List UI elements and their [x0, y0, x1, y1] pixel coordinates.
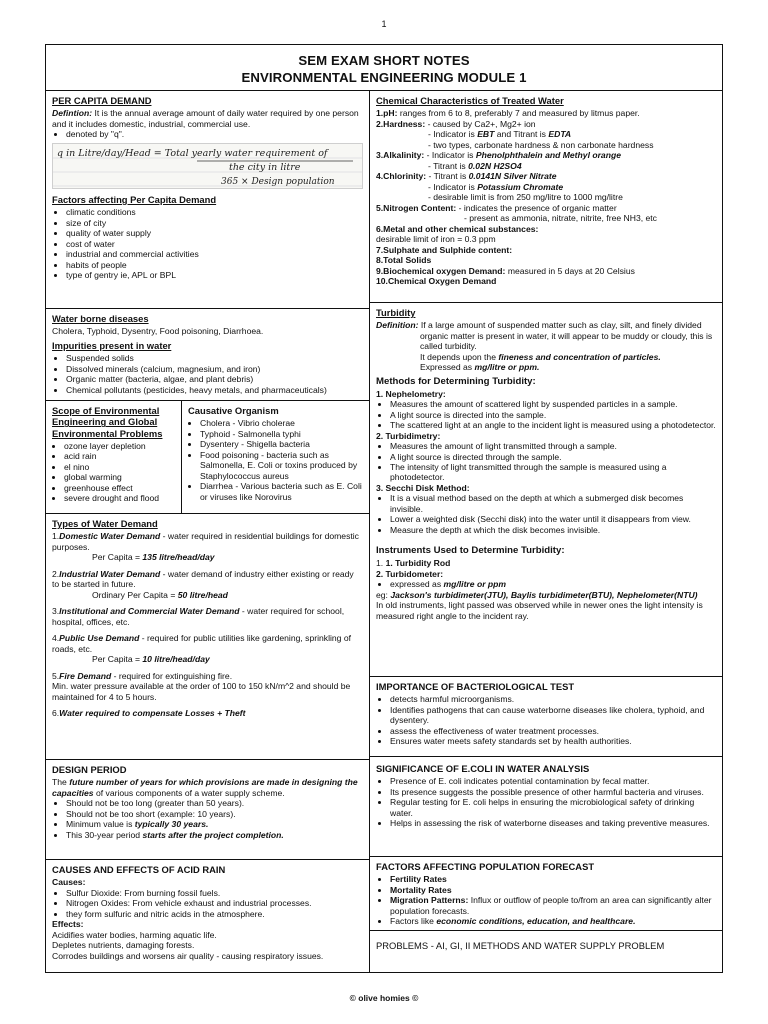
impurities-heading: Impurities present in water	[52, 339, 172, 351]
chem-bod: 9.Biochemical oxygen Demand: measured in 5 days at 20 Celsius	[376, 265, 635, 276]
instrument-rod: 1. 1. Turbidity Rod	[376, 558, 451, 569]
design-period-heading: DESIGN PERIOD	[52, 764, 127, 775]
per-capita-section	[46, 91, 369, 309]
page-subtitle: ENVIRONMENTAL ENGINEERING MODULE 1	[241, 70, 527, 85]
population-section	[370, 857, 722, 931]
page-number: 1	[381, 19, 387, 29]
turbidity-section	[370, 303, 722, 677]
ecoli-list	[390, 776, 716, 828]
columns	[46, 91, 722, 972]
domestic-demand: 1.Domestic Water Demand - water required in residential buildings for domestic purposes.	[52, 531, 359, 552]
turbidometer-examples: eg: Jackson's turbidimeter(JTU), Baylis turbidimeter(BTU), Nephelometer(NTU)	[376, 589, 698, 600]
effects-label: Effects:	[52, 919, 84, 930]
demand-types-heading: Types of Water Demand	[52, 518, 158, 529]
list-item: • Nitrogen Oxides: From vehicle exhaust and industrial processes.	[66, 898, 363, 908]
list-item: • Chemical pollutants (pesticides, heavy metals, and pharmaceuticals)	[66, 385, 363, 395]
waterborne-section	[46, 309, 369, 401]
population-list	[390, 874, 716, 926]
turbidimetry-label: 2. Turbidimetry:	[376, 430, 441, 441]
list-item: • Organic matter (bacteria, algae, and plant debris)	[66, 374, 363, 384]
list-item: • Sulfur Dioxide: From burning fossil fuels.	[66, 888, 363, 898]
list-item: • Helps in assessing the risk of waterborne diseases and taking preventive measures.	[390, 818, 716, 828]
ecoli-heading: SIGNIFICANCE OF E.COLI IN WATER ANALYSIS	[376, 763, 590, 774]
scope-list	[64, 441, 177, 504]
domestic-per-capita: Per Capita = 135 litre/head/day	[92, 552, 215, 563]
list-item: • greenhouse effect	[64, 483, 177, 493]
list-item: • type of gentry ie, APL or BPL	[66, 270, 363, 280]
list-item: • detects harmful microorganisms.	[390, 694, 716, 704]
nephelometry-list	[390, 399, 716, 430]
list-item: • industrial and commercial activities	[66, 249, 363, 259]
list-item: • size of city	[66, 218, 363, 228]
turbidometer-list	[390, 579, 716, 589]
industrial-per-capita: Ordinary Per Capita = 50 litre/head	[92, 589, 228, 600]
list-item: • This 30-year period starts after the project completion.	[66, 830, 363, 840]
chem-total-solids: 8.Total Solids	[376, 255, 432, 266]
list-item: • Diarrhea - Various bacteria such as E. Coli or viruses like Norovirus	[200, 481, 365, 502]
impurities-list	[66, 353, 363, 395]
effect-line: Depletes nutrients, damaging forests.	[52, 940, 195, 951]
chem-nitrogen: 5.Nitrogen Content: - indicates the presence of organic matter	[376, 202, 617, 213]
effect-line: Acidifies water bodies, harming aquatic life.	[52, 929, 217, 940]
list-item: • habits of people	[66, 260, 363, 270]
causative-section	[182, 401, 369, 513]
acid-rain-heading: CAUSES AND EFFECTS OF ACID RAIN	[52, 864, 226, 875]
losses-demand: 6.Water required to compensate Losses + Theft	[52, 708, 246, 719]
per-capita-definition: Defintion: It is the annual average amount of daily water required by one person and it includes domestic, industrial, commercial use.	[52, 108, 359, 129]
scope-section	[46, 401, 182, 513]
list-item: • Ensures water meets safety standards set by health authorities.	[390, 736, 716, 746]
list-item: • Typhoid - Salmonella typhi	[200, 429, 365, 439]
instrument-turbidometer: 2. Turbidometer:	[376, 568, 444, 579]
list-item: • Dysentery - Shigella bacteria	[200, 439, 365, 449]
chemical-heading: Chemical Characteristics of Treated Water	[376, 95, 564, 106]
list-item: • A light source is directed into the sample.	[390, 410, 716, 420]
chem-metal: 6.Metal and other chemical substances:	[376, 223, 539, 234]
causes-list	[66, 888, 363, 919]
list-item: • severe drought and flood	[64, 493, 177, 503]
list-item: • Dissolved minerals (calcium, magnesium, and iron)	[66, 364, 363, 374]
public-use-demand: 4.Public Use Demand - required for public utilities like gardening, sprinkling of roads, etc.	[52, 633, 352, 654]
list-item: • A light source is directed through the sample.	[390, 452, 716, 462]
list-item: • Should not be too long (greater than 50 years).	[66, 798, 363, 808]
list-item: • global warming	[64, 472, 177, 482]
list-item: • Fertility Rates	[390, 874, 716, 884]
list-item: • Food poisoning - bacteria such as Salmonella, E. Coli or toxins produced by Staphylococcus aureus	[200, 450, 365, 481]
problems-section	[370, 931, 722, 972]
list-item: • Measure the depth at which the disk becomes invisible.	[390, 525, 716, 535]
population-heading: FACTORS AFFECTING POPULATION FORECAST	[376, 861, 595, 872]
list-item: • Regular testing for E. coli helps in ensuring the microbiological safety of drinking water.	[390, 797, 716, 818]
secchi-label: 3. Secchi Disk Method:	[376, 482, 470, 493]
list-item: • Identifies pathogens that can cause waterborne diseases like cholera, typhoid, and dysentery.	[390, 705, 716, 726]
turbidity-definition: Definition: If a large amount of suspended matter such as clay, silt, and finely divided organic matter is present in water, it will appear to be muddy or cloudy, this is called turbidity.	[376, 320, 713, 352]
per-capita-bullets	[66, 129, 363, 139]
scope-causative-section	[46, 401, 369, 514]
industrial-demand: 2.Industrial Water Demand - water demand of industry either existing or ready to be started in future.	[52, 568, 354, 590]
acid-rain-section	[46, 860, 369, 972]
list-item: • Measures the amount of scattered light by suspended particles in a sample.	[390, 399, 716, 409]
list-item: • Minimum value is typically 30 years.	[66, 819, 363, 829]
turbidimetry-list	[390, 441, 716, 483]
list-item: • Should not be too short (example: 10 years).	[66, 809, 363, 819]
list-item: • expressed as mg/litre or ppm	[390, 579, 716, 589]
handwritten-formula-image	[52, 143, 363, 189]
chem-sulphate: 7.Sulphate and Sulphide content:	[376, 244, 513, 255]
waterborne-text: Cholera, Typhoid, Dysentry, Food poisoning, Diarrhoea.	[52, 326, 264, 337]
nephelometry-label: 1. Nephelometry:	[376, 388, 446, 399]
list-item: • they form sulfuric and nitric acids in the atmosphere.	[66, 909, 363, 919]
public-use-per-capita: Per Capita = 10 litre/head/day	[92, 654, 210, 665]
design-period-list	[66, 798, 363, 840]
list-item: • el nino	[64, 462, 177, 472]
fire-demand-pressure: Min. water pressure available at the order of 100 to 150 kN/m^2 and should be maintained for 4 to 5 hours.	[52, 681, 351, 702]
turbidity-expressed: Expressed as mg/litre or ppm.	[420, 362, 540, 373]
formula-line-1: q in Litre/day/Head = Total yearly water requirement of	[57, 147, 328, 159]
chem-nitrogen-forms: - present as ammonia, nitrate, nitrite, free NH3, etc	[464, 213, 657, 224]
ecoli-section	[370, 757, 722, 857]
list-item: • The intensity of light transmitted through the sample is measured using a photodetector.	[390, 462, 716, 483]
list-item: • ozone layer depletion	[64, 441, 177, 451]
chem-metal-limit: desirable limit of iron = 0.3 ppm	[376, 234, 496, 245]
chem-chlorinity-indicator: - Indicator is Potassium Chromate	[428, 181, 564, 192]
waterborne-heading: Water borne diseases	[52, 313, 149, 324]
design-period-text: The future number of years for which provisions are made in designing the capacities of various components of a water supply scheme.	[52, 777, 358, 798]
chem-alkalinity-titrant: - Titrant is 0.02N H2SO4	[428, 160, 522, 171]
chem-hardness-types: - two types, carbonate hardness & non carbonate hardness	[428, 139, 654, 150]
chemical-section	[370, 91, 722, 303]
bacteriological-heading: IMPORTANCE OF BACTERIOLOGICAL TEST	[376, 681, 575, 692]
design-period-section	[46, 760, 369, 860]
bacteriological-section	[370, 677, 722, 757]
formula-line-3: 365 × Design population	[221, 176, 335, 187]
chem-hardness-indicator: - Indicator is EBT and Titrant is EDTA	[428, 129, 572, 140]
list-item: • denoted by "q".	[66, 129, 363, 139]
factors-list	[66, 207, 363, 280]
chem-alkalinity: 3.Alkalinity: - Indicator is Phenolphthalein and Methyl orange	[376, 150, 621, 161]
bacteriological-list	[390, 694, 716, 746]
factors-heading: Factors affecting Per Capita Demand	[52, 193, 217, 205]
formula-line-2: the city in litre	[229, 161, 301, 173]
list-item: • Its presence suggests the possible presence of other harmful bacteria and viruses.	[390, 787, 716, 797]
problems-text: PROBLEMS - AI, GI, II METHODS AND WATER SUPPLY PROBLEM	[376, 940, 665, 951]
right-column	[370, 91, 722, 972]
chem-cod: 10.Chemical Oxygen Demand	[376, 276, 497, 287]
per-capita-heading: PER CAPITA DEMAND	[52, 95, 152, 106]
methods-heading: Methods for Determining Turbidity:	[376, 375, 536, 387]
chem-chlorinity-limit: - desirable limit is from 250 mg/litre to 1000 mg/litre	[428, 192, 623, 203]
page-title: SEM EXAM SHORT NOTES	[298, 53, 470, 68]
institutional-demand: 3.Institutional and Commercial Water Demand - water required for school, hospital, offices, etc.	[52, 606, 345, 627]
instruments-heading: Instruments Used to Determine Turbidity:	[376, 545, 565, 557]
demand-types-section	[46, 514, 369, 760]
list-item: • Mortality Rates	[390, 885, 716, 895]
list-item: • assess the effectiveness of water treatment processes.	[390, 726, 716, 736]
list-item: • Cholera - Vibrio cholerae	[200, 418, 365, 428]
list-item: • climatic conditions	[66, 207, 363, 217]
chem-hardness: 2.Hardness: - caused by Ca2+, Mg2+ ion	[376, 118, 536, 129]
scope-heading: Scope of Environmental Engineering and Global Environmental Problems	[52, 405, 163, 439]
chem-ph: 1.pH: ranges from 6 to 8, preferably 7 and measured by litmus paper.	[376, 108, 640, 119]
list-item: • Factors like economic conditions, education, and healthcare.	[390, 916, 716, 926]
list-item: • Measures the amount of light transmitted through a sample.	[390, 441, 716, 451]
list-item: • cost of water	[66, 239, 363, 249]
causative-list	[200, 418, 365, 502]
list-item: • Suspended solids	[66, 353, 363, 363]
footer-credit: © olive homies ©	[349, 993, 419, 1003]
page-header	[46, 45, 722, 91]
list-item: • Migration Patterns: Influx or outflow of people to/from an area can significantly alter population forecasts.	[390, 895, 716, 916]
causes-label: Causes:	[52, 877, 86, 888]
effect-line: Corrodes buildings and worsens air quality - causing respiratory issues.	[52, 950, 324, 961]
list-item: • acid rain	[64, 451, 177, 461]
list-item: • quality of water supply	[66, 228, 363, 238]
causative-heading: Causative Organism	[188, 405, 279, 416]
fire-demand: 5.Fire Demand - required for extinguishing fire.	[52, 670, 233, 681]
secchi-list	[390, 493, 716, 535]
list-item: • The scattered light at an angle to the incident light is measured using a photodetector.	[390, 420, 716, 430]
left-column	[46, 91, 370, 972]
list-item: • Lower a weighted disk (Secchi disk) into the water until it disappears from view.	[390, 514, 716, 524]
notes-frame	[45, 44, 723, 973]
list-item: • It is a visual method based on the depth at which a submerged disk becomes invisible.	[390, 493, 716, 514]
list-item: • Presence of E. coli indicates potential contamination by fecal matter.	[390, 776, 716, 786]
chem-chlorinity: 4.Chlorinity: - Titrant is 0.0141N Silver Nitrate	[376, 171, 557, 182]
turbidity-heading: Turbidity	[376, 307, 416, 318]
turbidity-depends: It depends upon the fineness and concentration of particles.	[420, 351, 661, 362]
turbidometer-note: In old instruments, light passed was observed while in newer ones the light intensity is measured right angle to the incident ray.	[376, 600, 703, 621]
handwritten-formula	[53, 144, 363, 189]
